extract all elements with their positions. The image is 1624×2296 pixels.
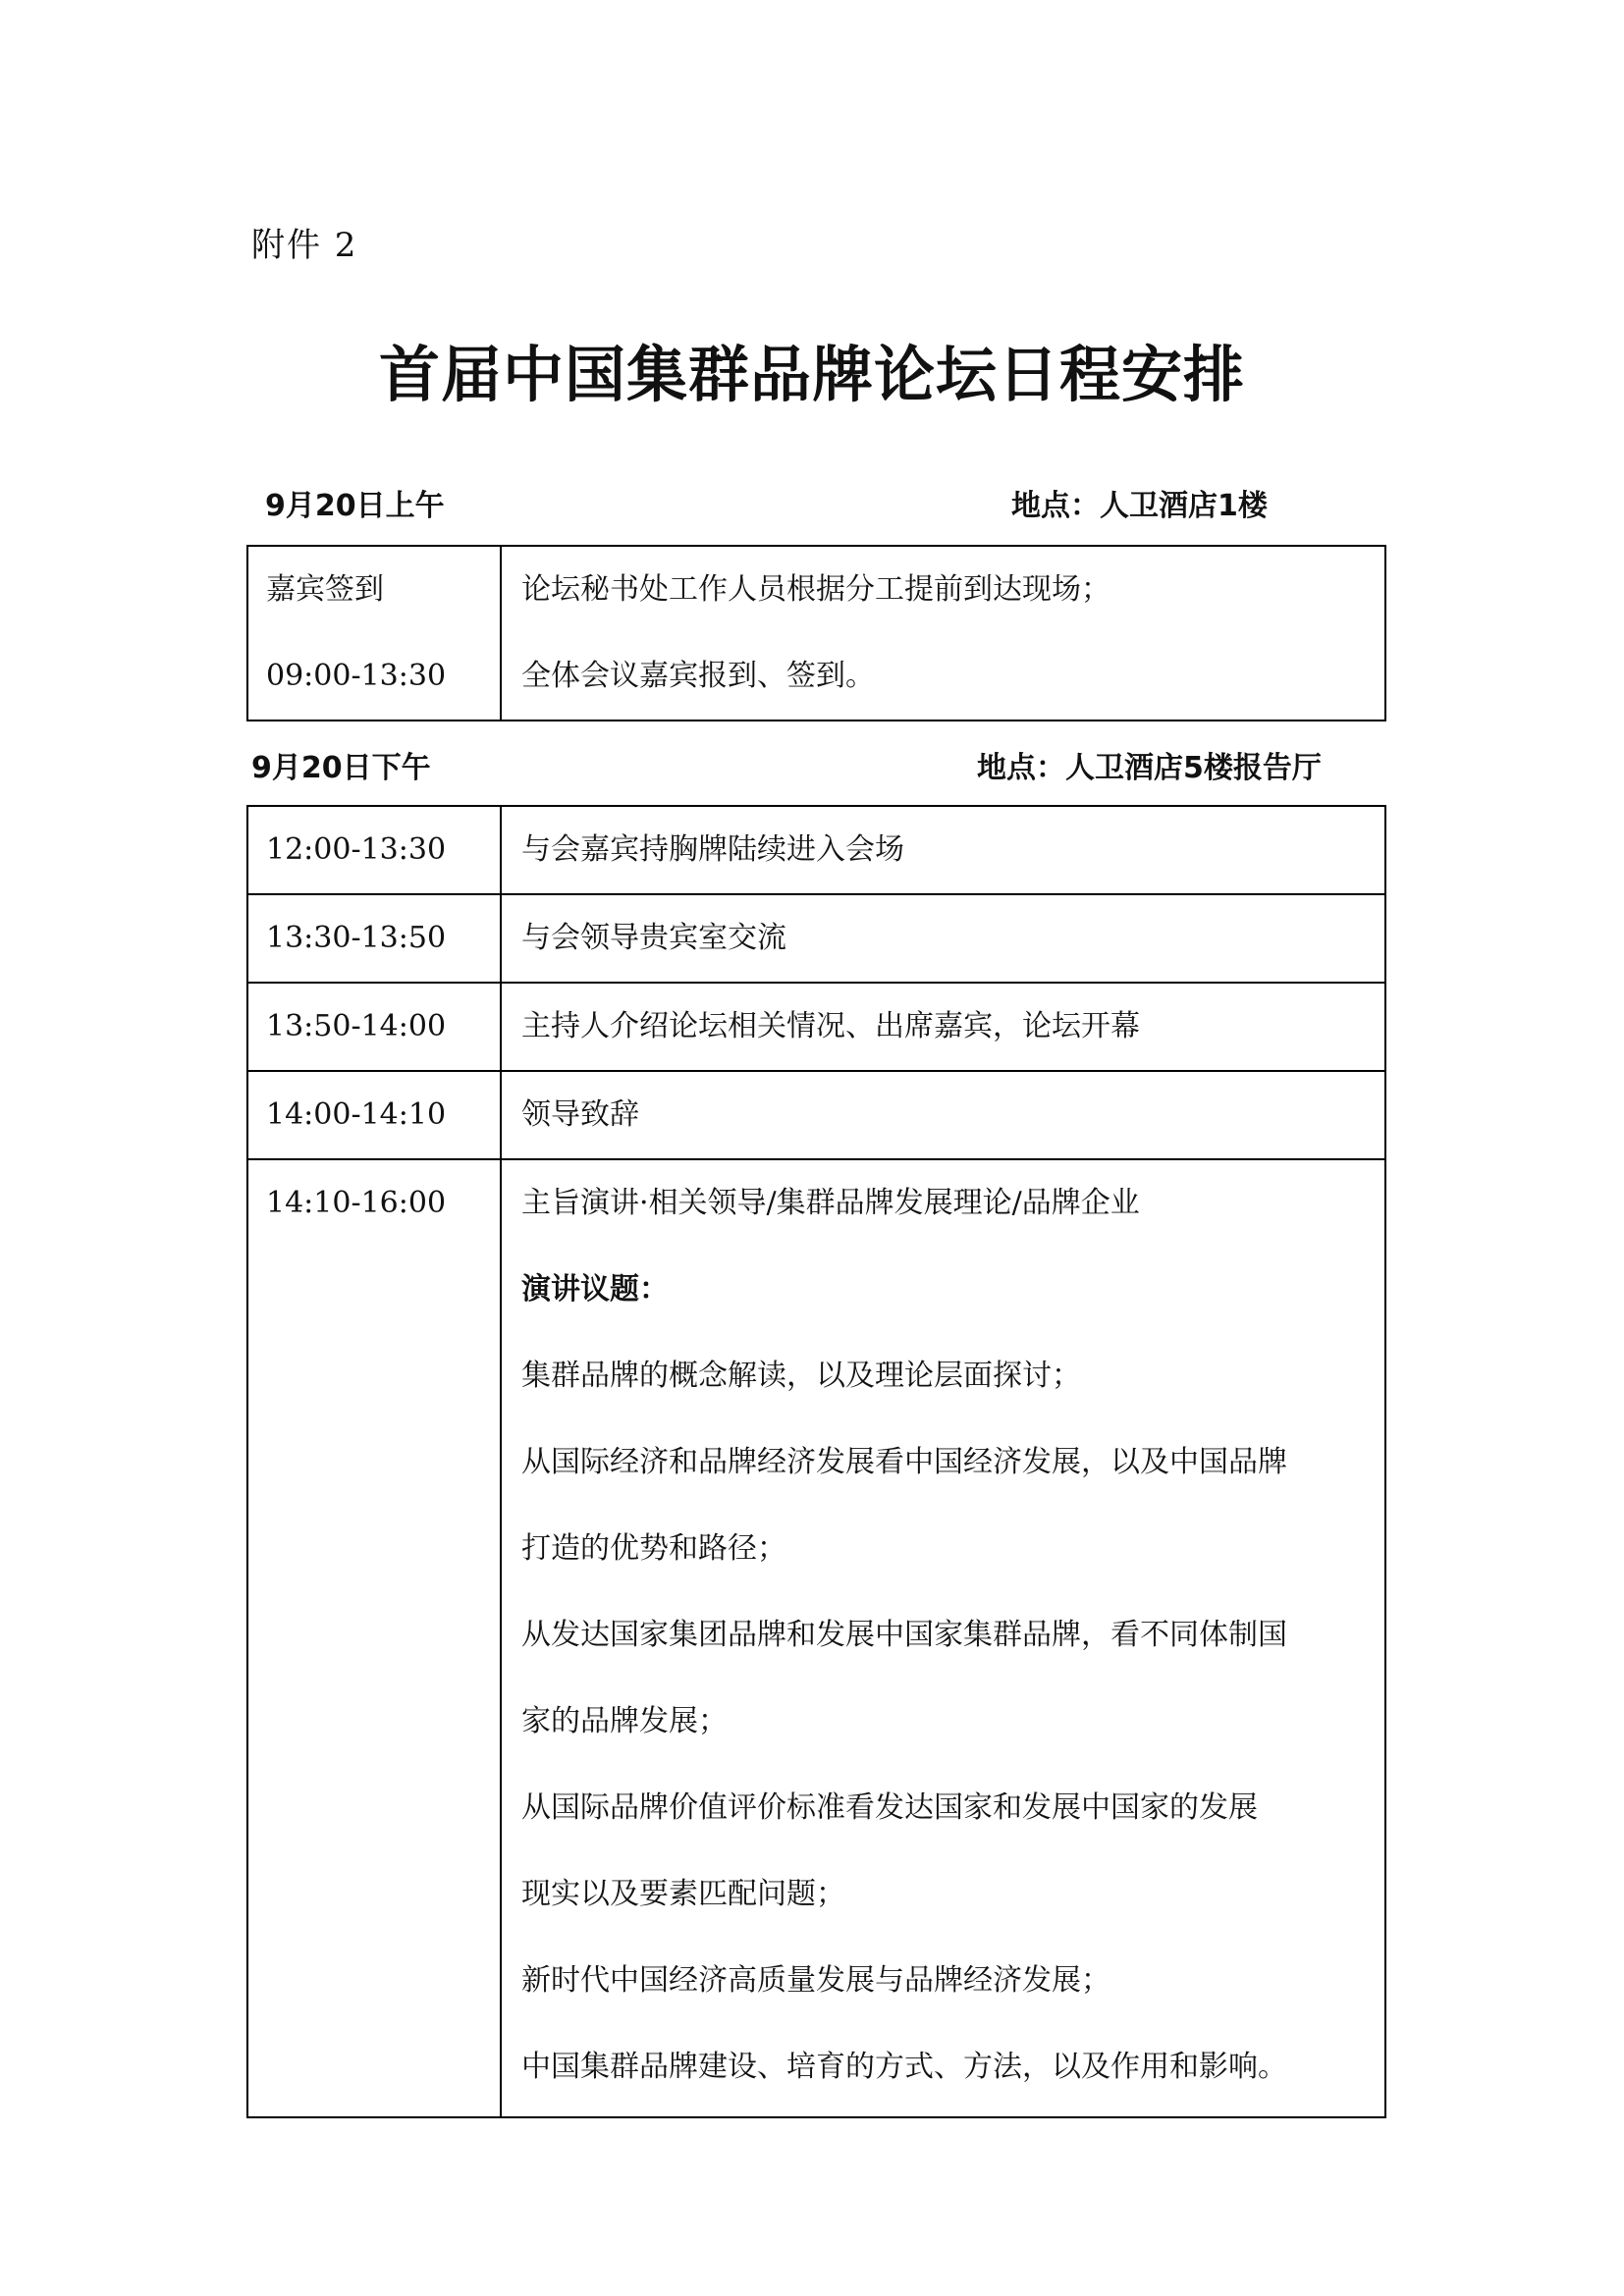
- desc-line: 从发达国家集团品牌和发展中国家集群品牌，看不同体制国: [521, 1618, 1287, 1652]
- section1-date: 9月20日上午: [265, 489, 445, 523]
- table-row-keynote: [247, 1159, 1385, 2117]
- time-line: 14:10-16:00: [266, 1186, 447, 1220]
- desc-cell: 领导致辞: [501, 1071, 1385, 1159]
- table-row: [247, 894, 1385, 983]
- table-row: [247, 983, 1385, 1071]
- section2-location: 地点：人卫酒店5楼报告厅: [977, 751, 1322, 785]
- desc-line: 从国际经济和品牌经济发展看中国经济发展，以及中国品牌: [521, 1445, 1287, 1479]
- time-cell: 13:50-14:00: [247, 983, 501, 1071]
- desc-line: 主旨演讲·相关领导/集群品牌发展理论/品牌企业: [521, 1186, 1140, 1220]
- time-cell: 12:00-13:30: [247, 806, 501, 894]
- desc-cell: [501, 1159, 1385, 2117]
- desc-line: 中国集群品牌建设、培育的方式、方法，以及作用和影响。: [521, 2050, 1287, 2084]
- time-cell: [247, 1159, 501, 2117]
- attachment-label: 附件 2: [251, 226, 358, 265]
- table-row: [247, 806, 1385, 894]
- section1-location: 地点：人卫酒店1楼: [1011, 489, 1268, 523]
- table-row: [247, 1071, 1385, 1159]
- schedule-table-afternoon: [246, 805, 1386, 2118]
- time-cell: [247, 546, 501, 721]
- schedule-table-morning: [246, 545, 1386, 721]
- desc-line: 全体会议嘉宾报到、签到。: [521, 659, 875, 693]
- desc-line: 现实以及要素匹配问题；: [521, 1877, 845, 1911]
- desc-line: 论坛秘书处工作人员根据分工提前到达现场；: [521, 572, 1110, 607]
- time-line: 09:00-13:30: [266, 659, 447, 693]
- time-line: 嘉宾签到: [266, 572, 384, 607]
- time-cell: 14:00-14:10: [247, 1071, 501, 1159]
- desc-cell: [501, 546, 1385, 721]
- time-cell: 13:30-13:50: [247, 894, 501, 983]
- desc-line: 打造的优势和路径；: [521, 1531, 786, 1566]
- topics-heading: 演讲议题：: [521, 1272, 669, 1307]
- page-title: 首届中国集群品牌论坛日程安排: [378, 339, 1245, 410]
- desc-line: 家的品牌发展；: [521, 1704, 728, 1738]
- desc-line: 新时代中国经济高质量发展与品牌经济发展；: [521, 1963, 1110, 1998]
- desc-line: 从国际品牌价值评价标准看发达国家和发展中国家的发展: [521, 1790, 1258, 1825]
- desc-cell: 与会领导贵宾室交流: [501, 894, 1385, 983]
- desc-line: 集群品牌的概念解读，以及理论层面探讨；: [521, 1359, 1081, 1393]
- desc-cell: 与会嘉宾持胸牌陆续进入会场: [501, 806, 1385, 894]
- section2-date: 9月20日下午: [251, 751, 431, 785]
- desc-cell: 主持人介绍论坛相关情况、出席嘉宾，论坛开幕: [501, 983, 1385, 1071]
- table-row: [247, 546, 1385, 721]
